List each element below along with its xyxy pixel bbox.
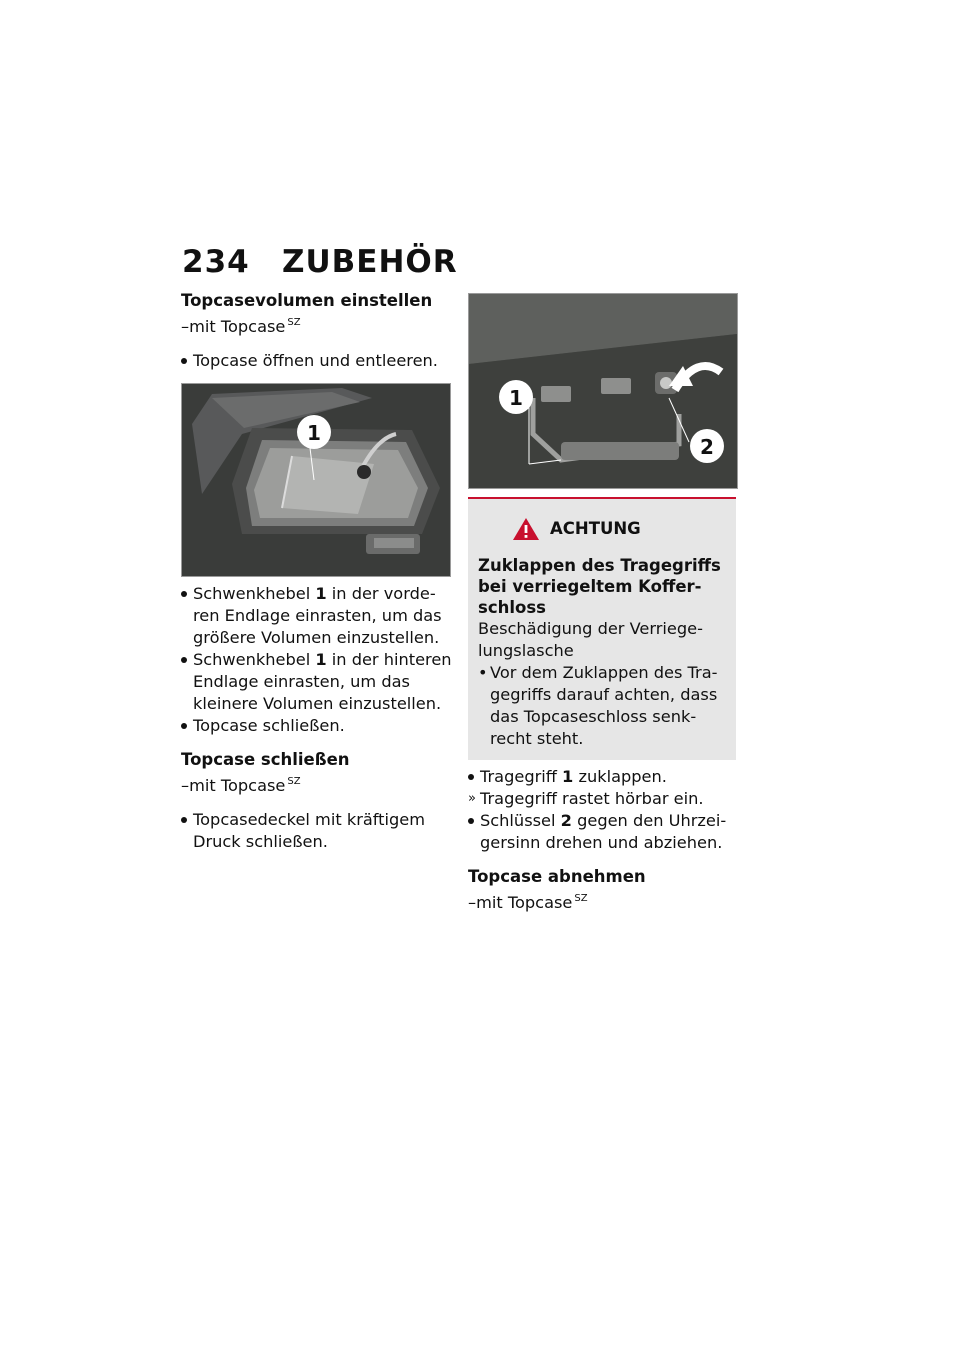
- figure-callout-2: 2: [700, 435, 714, 459]
- step-list: [181, 583, 453, 737]
- figure-callout-1: 1: [509, 386, 523, 410]
- step-list: [181, 350, 453, 372]
- topcase-handle-illustration: [469, 294, 737, 488]
- step-list: [181, 809, 453, 853]
- result-arrow-icon: »: [468, 791, 476, 806]
- list-item: Schwenkhebel 1 in der hinteren Endlage einrasten, um das kleinere Volumen einzustellen.: [193, 650, 452, 713]
- section-heading-volume: Topcasevolumen einstellen: [181, 291, 433, 310]
- list-item: • Vor dem Zuklappen des Tragegriffs darauf achten, dass das Topcaseschloss senkrecht steht.: [478, 662, 726, 750]
- figure-callout-1: 1: [307, 421, 321, 445]
- page-header: [182, 244, 458, 280]
- condition-note: –mit Topcase $^{SZ}$: [181, 317, 301, 336]
- step-list: [468, 766, 738, 854]
- list-item: Tragegriff 1 zuklappen.: [480, 767, 667, 786]
- warning-box: [468, 497, 736, 760]
- list-item: Topcase schließen.: [193, 716, 345, 735]
- chapter-title: ZUBEHÖR: [282, 244, 458, 280]
- section-heading-remove: Topcase abnehmen: [468, 867, 646, 886]
- figure-topcase-handle: [468, 293, 738, 489]
- list-item: » Tragegriff rastet hörbar ein.: [468, 789, 704, 808]
- section-heading-close: Topcase schließen: [181, 750, 350, 769]
- warning-title: [512, 517, 726, 541]
- list-item: Topcase öffnen und entleeren.: [193, 351, 438, 370]
- right-column: [468, 293, 738, 926]
- topcase-interior-illustration: [182, 384, 450, 576]
- condition-note: –mit Topcase $^{SZ}$: [181, 776, 301, 795]
- warning-bullets: [478, 662, 726, 750]
- warning-label: ACHTUNG: [550, 519, 641, 538]
- warning-triangle-icon: [512, 517, 540, 541]
- list-item: Topcasedeckel mit kräftigem Druck schließen.: [193, 810, 426, 851]
- list-item: Schwenkhebel 1 in der vorderen Endlage einrasten, um das größere Volumen einzustellen.: [193, 584, 442, 647]
- warning-text: Beschädigung der Verriegelungslasche: [478, 619, 703, 660]
- warning-heading: Zuklappen des Tragegriffs bei verriegeltem Kofferschloss: [478, 556, 721, 617]
- list-item: Schlüssel 2 gegen den Uhrzeigersinn drehen und abziehen.: [480, 811, 727, 852]
- page-number: 234: [182, 244, 250, 280]
- figure-topcase-interior: [181, 383, 451, 577]
- condition-note: –mit Topcase $^{SZ}$: [468, 893, 588, 912]
- left-column: [181, 290, 453, 853]
